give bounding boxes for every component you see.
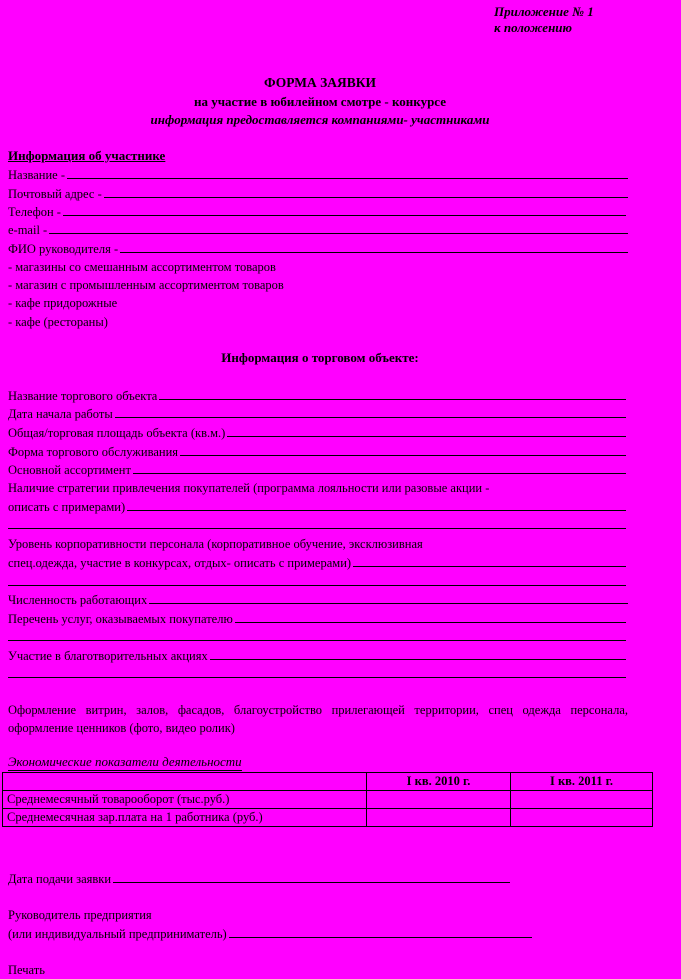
participant-email-field[interactable] xyxy=(8,220,628,238)
appendix-line-1: Приложение № 1 xyxy=(494,4,594,19)
appendix-line-2: к положению xyxy=(494,20,573,35)
table-header-row xyxy=(3,773,653,791)
participant-director-field[interactable] xyxy=(8,239,628,257)
corporate-field[interactable] xyxy=(8,553,626,571)
form-title: ФОРМА ЗАЯВКИ xyxy=(263,75,377,90)
object-area-field[interactable] xyxy=(8,423,626,441)
charity-field[interactable] xyxy=(8,646,626,664)
option-industrial-store[interactable]: - магазин с промышленным ассортиментом товаров xyxy=(8,278,284,292)
field-label: Телефон - xyxy=(8,205,61,219)
field-label: Название торгового объекта xyxy=(8,389,158,403)
blank-line xyxy=(210,646,626,660)
option-mixed-store[interactable]: - магазины со смешанным ассортиментом товаров xyxy=(8,260,276,274)
field-label: Дата начала работы xyxy=(8,407,113,421)
strategy-field[interactable] xyxy=(8,497,626,515)
table-cell-input[interactable] xyxy=(367,791,511,809)
field-label: Форма торгового обслуживания xyxy=(8,445,179,459)
field-label: e-mail - xyxy=(8,223,48,237)
object-heading: Информация о торговом объекте: xyxy=(221,350,419,365)
table-row-label: Среднемесячная зар.плата на 1 работника (руб.) xyxy=(3,809,367,827)
blank-line xyxy=(104,184,628,198)
table-header-cell: I кв. 2010 г. xyxy=(367,773,511,791)
field-label: описать с примерами) xyxy=(8,500,126,514)
blank-line xyxy=(229,924,532,938)
form-note: информация предоставляется компаниями- участниками xyxy=(150,112,490,127)
economic-title: Экономические показатели деятельности xyxy=(8,754,242,769)
table-header-cell: I кв. 2011 г. xyxy=(511,773,653,791)
object-name-field[interactable] xyxy=(8,386,626,404)
field-label: Перечень услуг, оказываемых покупателю xyxy=(8,612,233,626)
blank-line xyxy=(115,404,626,418)
field-label: Общая/торговая площадь объекта (кв.м.) xyxy=(8,426,226,440)
object-assortment-field[interactable] xyxy=(8,460,626,478)
field-label: Название - xyxy=(8,168,66,182)
blank-line xyxy=(235,609,626,623)
blank-line xyxy=(353,553,626,567)
table-row xyxy=(3,809,653,827)
field-label: спец.одежда, участие в конкурсах, отдых- описать с примерами) xyxy=(8,556,352,570)
director-signature-field[interactable] xyxy=(8,924,532,942)
blank-line xyxy=(127,497,626,511)
staff-count-field[interactable] xyxy=(8,590,628,608)
services-extra-line[interactable] xyxy=(8,640,626,641)
appendix-note xyxy=(494,4,594,36)
object-start-date-field[interactable] xyxy=(8,404,626,422)
field-label: ФИО руководителя - xyxy=(8,242,119,256)
table-cell-input[interactable] xyxy=(511,791,653,809)
blank-line xyxy=(227,423,626,437)
field-label: Участие в благотворительных акциях xyxy=(8,649,208,663)
strategy-extra-line[interactable] xyxy=(8,528,626,529)
blank-line xyxy=(49,220,628,234)
design-description: Оформление витрин, залов, фасадов, благоустройство прилегающей территории, спец одежда персонала, оформление ценников (фото, видео ролик) xyxy=(8,703,628,735)
object-service-form-field[interactable] xyxy=(8,442,626,460)
field-label: Почтовый адрес - xyxy=(8,187,102,201)
table-cell-input[interactable] xyxy=(511,809,653,827)
form-subtitle: на участие в юбилейном смотре - конкурсе xyxy=(193,94,447,109)
charity-extra-line[interactable] xyxy=(8,677,626,678)
field-label: Численность работающих xyxy=(8,593,148,607)
blank-line xyxy=(120,239,628,253)
director-label-line-1: Руководитель предприятия xyxy=(8,908,152,922)
corporate-extra-line[interactable] xyxy=(8,585,626,586)
participant-phone-field[interactable] xyxy=(8,202,626,220)
blank-line xyxy=(180,442,626,456)
application-date-field[interactable] xyxy=(8,869,510,887)
strategy-label-line-1: Наличие стратегии привлечения покупателей (программа лояльности или разовые акции - xyxy=(8,481,490,495)
blank-line xyxy=(133,460,626,474)
option-restaurant[interactable]: - кафе (рестораны) xyxy=(8,315,108,329)
field-label: (или индивидуальный предприниматель) xyxy=(8,927,227,941)
field-label: Дата подачи заявки xyxy=(8,872,112,886)
economic-table xyxy=(2,772,653,827)
corporate-label-line-1: Уровень корпоративности персонала (корпоративное обучение, эксклюзивная xyxy=(8,537,423,551)
blank-line xyxy=(159,386,626,400)
option-roadside-cafe[interactable]: - кафе придорожные xyxy=(8,296,118,310)
table-row xyxy=(3,791,653,809)
participant-address-field[interactable] xyxy=(8,184,628,202)
table-cell-input[interactable] xyxy=(367,809,511,827)
field-label: Основной ассортимент xyxy=(8,463,131,477)
table-row-label: Среднемесячный товарооборот (тыс.руб.) xyxy=(3,791,367,809)
table-header-cell xyxy=(3,773,367,791)
services-field[interactable] xyxy=(8,609,626,627)
blank-line xyxy=(67,165,628,179)
participant-heading: Информация об участнике xyxy=(8,148,166,163)
participant-name-field[interactable] xyxy=(8,165,628,183)
blank-line xyxy=(113,869,510,883)
blank-line xyxy=(63,202,626,216)
stamp-label: Печать xyxy=(8,963,45,977)
blank-line xyxy=(149,590,628,604)
